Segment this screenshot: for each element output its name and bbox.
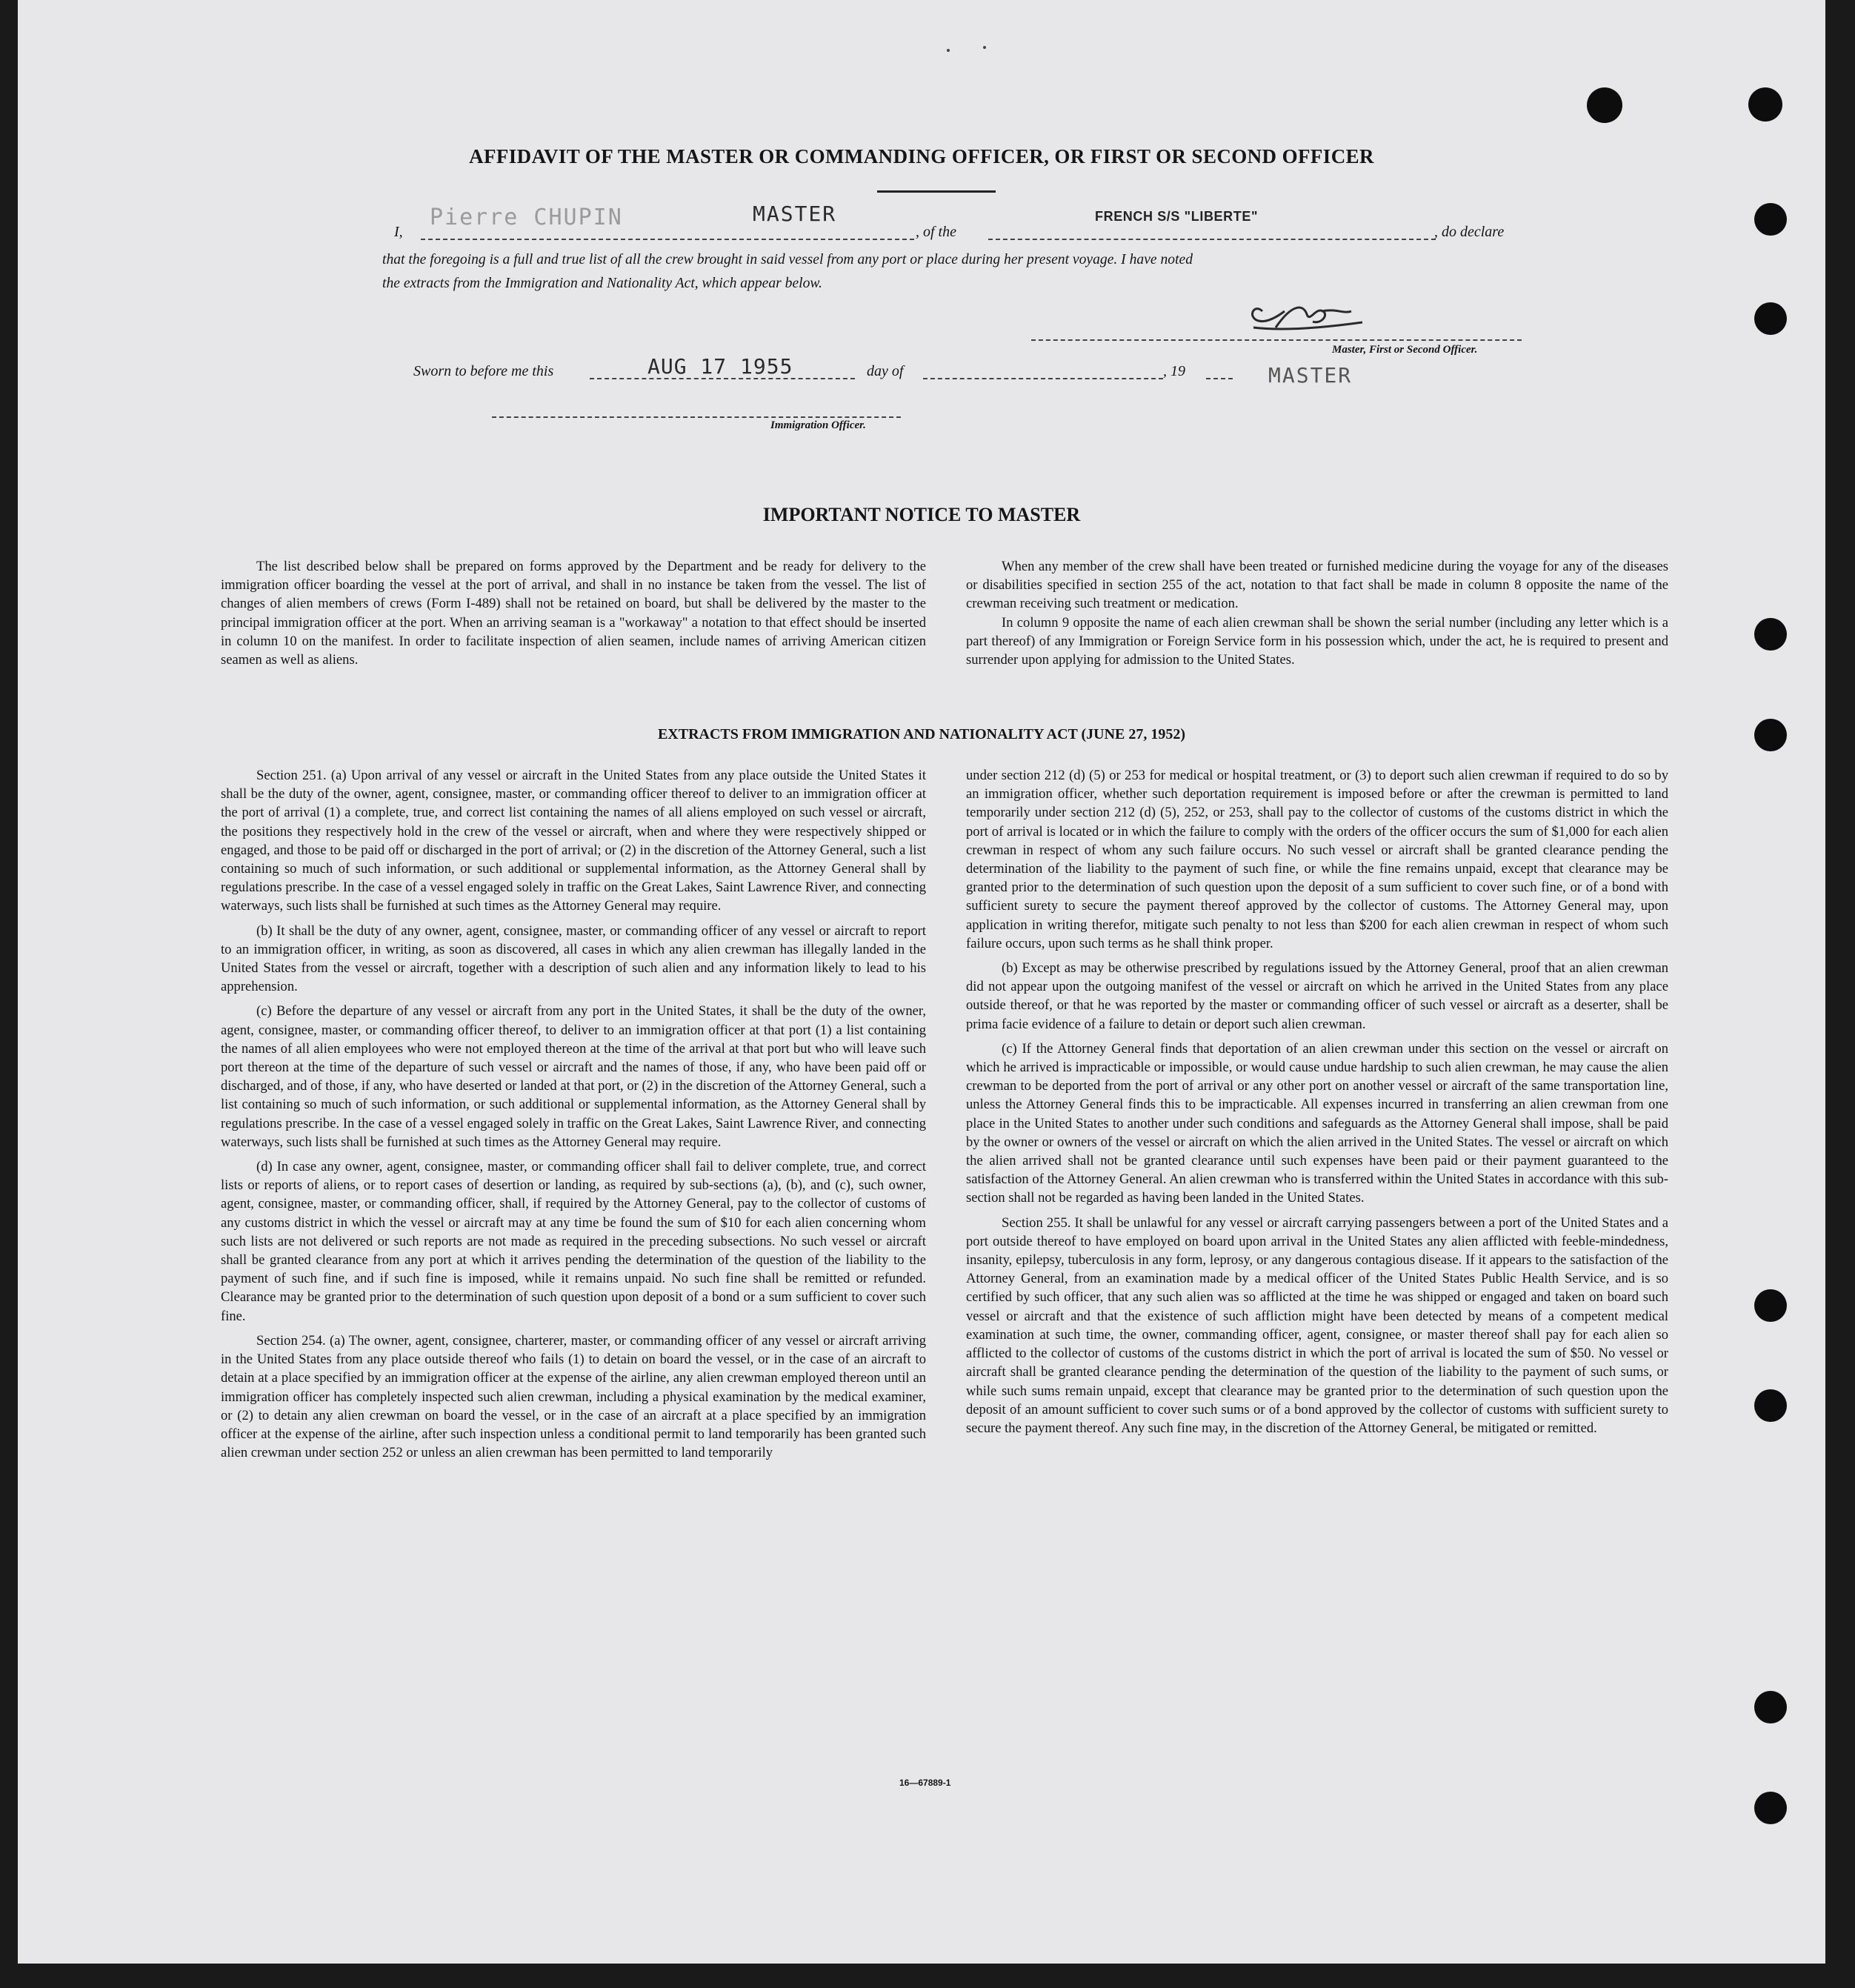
notice-left-paragraph: The list described below shall be prepared on forms approved by the Department and be ready for delivery to the immigration officer boarding the vessel at the port of arrival, and shall in no instance be taken from the vessel. The list of changes of alien members of crews (Form I-489) shall not be retained on board, but shall be delivered by the master to the principal immigration officer at the port. When an arriving seaman is a "workaway" a notation to that effect should be inserted in column 10 on the manifest. In order to facilitate inspection of alien seamen, include names of arriving American citizen seamen as well as aliens. [221, 559, 926, 668]
punch-hole-icon [1754, 1389, 1787, 1422]
do-declare-label: , do declare [1434, 224, 1505, 240]
punch-hole-icon [1754, 1289, 1787, 1322]
section-251-a: Section 251. (a) Upon arrival of any vessel or aircraft in the United States from any place outside the United States it shall be the duty of the owner, agent, consignee, master, or commanding officer thereof to deliver to an immigration officer at the port of arrival (1) a complete, true, and correct list containing the names of all aliens employed on such vessel or aircraft, the positions they respectively hold in the crew of the vessel or aircraft, when and where they were respectively shipped or engaged, and those to be paid off or discharged in the port of arrival; or (2) in the discretion of the Attorney General, such a list containing so much of such information, or such additional or supplemental information, as the Attorney General shall by regulations prescribe. In the case of a vessel engaged solely in traffic on the Great Lakes, Saint Lawrence River, and connecting waterways, such lists shall be furnished at such times as the Attorney General may require. [221, 768, 926, 914]
section-251-c: (c) Before the departure of any vessel or aircraft from any port in the United States, it shall be the duty of the owner, agent, consignee, master, or commanding officer thereof, to deliver to an immigration officer at that port (1) a list containing the names of all alien employees who were not employed thereon at the time of the arrival at that port but who will leave such port thereon at the time of the departure of such vessel or aircraft and the names of those, if any, who have been paid off or discharged, and of those, if any, who have deserted or landed at that port, or (2) in the discretion of the Attorney General, such a list containing so much of such information, or such additional or supplemental information, as the Attorney General shall by regulations prescribe. In the case of a vessel engaged solely in traffic on the Great Lakes, Saint Lawrence River, and connecting waterways, such lists shall be furnished at such times as the Attorney General may require. [221, 1003, 926, 1150]
punch-hole-icon [1754, 302, 1787, 335]
punch-hole-icon [1587, 87, 1622, 123]
sworn-month-line [923, 378, 1163, 379]
vessel-name: FRENCH S/S "LIBERTE" [1095, 209, 1259, 224]
declaration-line-2: that the foregoing is a full and true list of all the crew brought in said vessel from any port or place during her present voyage. I have noted [382, 252, 1193, 267]
year-prefix: , 19 [1163, 363, 1185, 379]
punch-hole-icon [1754, 618, 1787, 651]
section-251-b: (b) It shall be the duty of any owner, agent, consignee, master, or commanding officer of any vessel or aircraft to report to an immigration officer, in writing, as soon as discovered, all cases in which any alien crewman has illegally landed in the United States from the vessel or aircraft, together with a description of such alien and any information likely to lead to his apprehension. [221, 922, 926, 995]
vessel-field-line [988, 239, 1436, 240]
signature-field-line [1031, 339, 1522, 341]
master-title-typed: MASTER [753, 202, 837, 226]
punch-hole-icon [1754, 1691, 1787, 1723]
notice-right-paragraph-2: In column 9 opposite the name of each alien crewman shall be shown the serial number (including any letter which is a part thereof) of any Immigration or Foreign Service form in his possession which, under the act, he is required to present and surrender upon applying for admission to the United States. [966, 614, 1668, 668]
master-stamp: MASTER [1268, 363, 1353, 388]
ink-speck [983, 46, 986, 49]
master-signature [1233, 282, 1381, 348]
punch-hole-icon [1754, 203, 1787, 236]
immigration-officer-caption: Immigration Officer. [770, 419, 866, 431]
declaration-prefix: I, [394, 224, 403, 240]
ink-speck [947, 49, 950, 52]
notice-right-column [966, 557, 1668, 675]
signature-caption: Master, First or Second Officer. [1332, 344, 1478, 356]
section-254-a-continued: under section 212 (d) (5) or 253 for medical or hospital treatment, or (3) to deport such alien crewman if required to do so by an immigration officer, whether such deportation requirement is imposed before or after the crewman is permitted to land temporarily under section 212 (d) (5), 252, or 253, shall pay to the collector of customs of the customs district in which the port of arrival is located or in which the failure to comply with the orders of the officer occurs the sum of $1,000 for each alien crewman in respect of whom any such failure occurs. No such vessel or aircraft shall be granted clearance pending the determination of the liability to the payment of such fine, or while the fine remains unpaid, except that clearance may be granted prior to the determination of such question upon the deposit of a sum sufficient to cover such fine, or of a bond with sufficient surety to secure the payment thereof approved by the collector of customs. The Attorney General may, upon application in writing therefor, mitigate such penalty to not less than $200 for each alien crewman in respect of whom such failure occurs, upon such terms as he shall think proper. [966, 768, 1668, 951]
form-code: 16—67889-1 [899, 1778, 951, 1788]
extracts-right-column [966, 766, 1668, 1443]
document-page [18, 0, 1825, 1964]
sworn-year-line [1206, 378, 1233, 379]
immigration-officer-line [492, 416, 901, 418]
punch-hole-icon [1754, 1792, 1787, 1824]
section-254-c: (c) If the Attorney General finds that deportation of an alien crewman under this section on the vessel or aircraft on which he arrived is impracticable or impossible, or would cause undue hardship to such alien crewman, he may cause the alien crewman to be deported from the port of arrival or any other port on another vessel or aircraft of the same transportation line, unless the Attorney General finds this to be impracticable. All expenses incurred in transferring an alien crewman from one place in the United States to another under such conditions and safeguards as the Attorney General shall impose, shall be paid by the owner or owners of the vessel or aircraft on which the alien arrived in the United States. The vessel or aircraft on which the alien arrived shall not be granted clearance until such expenses have been paid or their payment guaranteed to the satisfaction of the Attorney General. An alien crewman who is transferred within the United States in accordance with this sub-section shall not be regarded as having been landed in the United States. [966, 1040, 1668, 1206]
sworn-date-stamp: AUG 17 1955 [647, 354, 793, 379]
punch-hole-icon [1748, 87, 1782, 122]
extracts-left-column [221, 766, 926, 1468]
master-name-typed: Pierre CHUPIN [430, 205, 623, 230]
section-254-b: (b) Except as may be otherwise prescribed by regulations issued by the Attorney General, proof that an alien crewman did not appear upon the outgoing manifest of the vessel or aircraft on which he arrived in the United States from any place outside thereof, or that he was reported by the master or commanding officer of such vessel or aircraft as a deserter, shall be prima facie evidence of a failure to detain or deport such alien crewman. [966, 960, 1668, 1032]
notice-right-paragraph-1: When any member of the crew shall have been treated or furnished medicine during the voyage for any of the diseases or disabilities specified in section 255 of the act, notation to that fact shall be made in column 8 opposite the name of the crewman receiving such treatment or medication. [966, 559, 1668, 612]
name-field-line [421, 239, 914, 240]
notice-left-column [221, 557, 926, 675]
section-251-d: (d) In case any owner, agent, consignee, master, or commanding officer shall fail to deliver complete, true, and correct lists or reports of aliens, or to report cases of desertion or landing, as required by sub-sections (a), (b), and (c), such owner, agent, consignee, master, or commanding officer, shall, if required by the Attorney General, pay to the collector of customs of any customs district in which the vessel or aircraft may at any time be found the sum of $10 for each alien concerning whom such lists are not delivered or such reports are not made as required in the preceding subsections. No such vessel or aircraft shall be granted clearance from any port at which it arrives pending the determination of the question of the liability to the payment of such fine, and if such fine is imposed, while it remains unpaid. No such fine shall be remitted or refunded. Clearance may be granted prior to the determination of such question upon deposit of a bond or a sum sufficient to cover such fine. [221, 1159, 926, 1324]
notice-heading: IMPORTANT NOTICE TO MASTER [762, 504, 1081, 525]
section-254-a: Section 254. (a) The owner, agent, consignee, charterer, master, or commanding officer of any vessel or aircraft arriving in the United States from any place outside thereof who fails (1) to detain on board the vessel, or in the case of an aircraft to detain at a place specified by an immigration officer at the expense of the airline, any alien crewman employed thereon until an immigration officer has completely inspected such alien crewman, including a physical examination by the medical examiner, or (2) to detain any alien crewman on board the vessel, or in the case of an aircraft at a place specified by an immigration officer at the expense of the airline, after such inspection unless a conditional permit to land temporarily has been granted such alien crewman under section 252 or unless an alien crewman has been permitted to land temporarily [221, 1332, 926, 1461]
sworn-prefix: Sworn to before me this [413, 363, 554, 379]
of-the-label: , of the [916, 224, 956, 240]
declaration-line-3: the extracts from the Immigration and Nationality Act, which appear below. [382, 276, 822, 291]
section-255: Section 255. It shall be unlawful for any vessel or aircraft carrying passengers between a port of the United States and a port outside thereof to have employed on board upon arrival in the United States any alien afflicted with feeble-mindedness, insanity, epilepsy, tuberculosis in any form, leprosy, or any dangerous contagious disease. If it appears to the satisfaction of the Attorney General, from an examination made by a medical officer of the United States Public Health Service, and is so certified by such officer, that any such alien was so afflicted at the time he was shipped or engaged and taken on board such vessel or aircraft and that the existence of such affliction might have been detected by means of a competent medical examination at such time, the owner, commanding officer, agent, consignee, or master thereof shall pay for each alien so afflicted to the collector of customs of the customs district in which the port of arrival is located the sum of $50. No vessel or aircraft shall be granted clearance pending the determination of the question of the liability to the payment of such sums, or while such sums remain unpaid, except that clearance may be granted prior to the determination of such question upon the deposit of an amount sufficient to cover such sums or of a bond approved by the collector of customs with sufficient surety to secure the payment thereof. Any such fine may, in the discretion of the Attorney General, be mitigated or remitted. [966, 1214, 1668, 1436]
extracts-heading: EXTRACTS FROM IMMIGRATION AND NATIONALITY ACT (JUNE 27, 1952) [657, 726, 1186, 742]
day-of-label: day of [867, 363, 904, 379]
affidavit-heading: AFFIDAVIT OF THE MASTER OR COMMANDING OFFICER, OR FIRST OR SECOND OFFICER [469, 145, 1374, 167]
heading-divider [877, 190, 996, 193]
